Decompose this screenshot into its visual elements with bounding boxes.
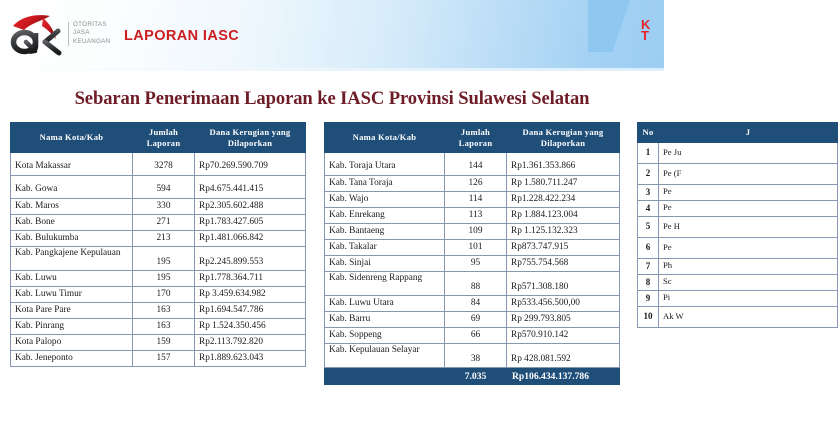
cell-count: 195	[133, 271, 195, 287]
cell-amount: Rp2.245.899.553	[195, 247, 306, 271]
col-header-amount-line1: Dana Kerugian yang	[209, 127, 291, 137]
col-header-count	[133, 123, 195, 153]
col-header-count-line1: Jumlah	[148, 127, 179, 137]
partner-logo-clipped	[604, 0, 664, 71]
cell-name: Kab. Jeneponto	[11, 351, 133, 367]
table-row	[325, 224, 620, 240]
col-header-no: No	[638, 123, 659, 143]
cell-amount: Rp 299.793.805	[507, 312, 620, 328]
cell-count: 109	[445, 224, 507, 240]
table-row	[325, 208, 620, 224]
cell-jenis: Ph	[659, 258, 838, 274]
cell-jenis: Pe H	[659, 216, 838, 237]
total-count: 7.035	[445, 368, 507, 385]
cell-count: 163	[133, 303, 195, 319]
col-header-amount-line2: Dilaporkan	[227, 137, 273, 148]
cell-name: Kab. Sidenreng Rappang	[325, 272, 445, 296]
col-header-amount-line1: Dana Kerugian yang	[522, 127, 604, 137]
table-row	[325, 153, 620, 176]
cell-name: Kab. Luwu Timur	[11, 287, 133, 303]
col-header-count	[445, 123, 507, 153]
table-row	[638, 290, 838, 306]
table-row	[325, 192, 620, 208]
cell-count: 88	[445, 272, 507, 296]
table-row	[11, 287, 306, 303]
cell-name: Kab. Pinrang	[11, 319, 133, 335]
cell-name: Kab. Bulukumba	[11, 231, 133, 247]
total-label	[325, 368, 445, 385]
cell-amount: Rp 1.884.123.004	[507, 208, 620, 224]
cell-name: Kab. Toraja Utara	[325, 153, 445, 176]
cell-name: Kab. Tana Toraja	[325, 176, 445, 192]
cell-jenis: Sc	[659, 274, 838, 290]
cell-name: Kota Palopo	[11, 335, 133, 351]
table-row	[11, 247, 306, 271]
table-right	[324, 122, 620, 385]
table-row	[638, 184, 838, 200]
report-label: LAPORAN IASC	[124, 28, 240, 44]
cell-no: 6	[638, 237, 659, 258]
table-row	[638, 237, 838, 258]
cell-no: 5	[638, 216, 659, 237]
ojk-logo-mark	[11, 13, 65, 55]
cell-count: 126	[445, 176, 507, 192]
cell-no: 1	[638, 142, 659, 163]
table-header-row	[325, 123, 620, 153]
table-header-row	[11, 123, 306, 153]
table-row	[11, 271, 306, 287]
cell-no: 8	[638, 274, 659, 290]
total-amount: Rp106.434.137.786	[507, 368, 620, 385]
cell-no: 4	[638, 200, 659, 216]
cell-count: 84	[445, 296, 507, 312]
table-row	[638, 142, 838, 163]
table-row	[325, 344, 620, 368]
logo-divider	[68, 22, 69, 46]
cell-amount: Rp1.778.364.711	[195, 271, 306, 287]
cell-name: Kota Pare Pare	[11, 303, 133, 319]
cell-count: 69	[445, 312, 507, 328]
col-header-name: Nama Kota/Kab	[325, 123, 445, 153]
cell-name: Kab. Maros	[11, 199, 133, 215]
col-header-amount	[507, 123, 620, 153]
cell-name: Kab. Kepulauan Selayar	[325, 344, 445, 368]
cell-amount: Rp755.754.568	[507, 256, 620, 272]
cell-amount: Rp1.783.427.605	[195, 215, 306, 231]
table-third-clipped	[637, 122, 837, 328]
table-total-row	[325, 368, 620, 385]
table-row	[638, 216, 838, 237]
cell-count: 330	[133, 199, 195, 215]
table-row	[638, 200, 838, 216]
partner-logo-shape	[588, 0, 630, 52]
table-row	[638, 274, 838, 290]
cell-name: Kab. Luwu Utara	[325, 296, 445, 312]
logo-word-line-3: KEUANGAN	[73, 37, 111, 45]
logo-word-line-2: JASA	[73, 29, 90, 37]
cell-no: 9	[638, 290, 659, 306]
cell-no: 3	[638, 184, 659, 200]
cell-name: Kab. Enrekang	[325, 208, 445, 224]
col-header-count-line2: Laporan	[458, 137, 493, 148]
cell-count: 144	[445, 153, 507, 176]
cell-amount: Rp 1.125.132.323	[507, 224, 620, 240]
cell-name: Kab. Barru	[325, 312, 445, 328]
logo-word-line-1: OTORITAS	[73, 21, 107, 28]
table-row	[11, 176, 306, 199]
table-row	[11, 199, 306, 215]
cell-jenis: Pe	[659, 200, 838, 216]
cell-no: 7	[638, 258, 659, 274]
table-row	[11, 335, 306, 351]
table-row	[11, 215, 306, 231]
cell-amount: Rp570.910.142	[507, 328, 620, 344]
cell-name: Kab. Pangkajene Kepulauan	[11, 247, 133, 271]
cell-count: 38	[445, 344, 507, 368]
table-row	[638, 163, 838, 184]
cell-count: 114	[445, 192, 507, 208]
cell-jenis: Pe	[659, 237, 838, 258]
cell-amount: Rp 428.081.592	[507, 344, 620, 368]
partner-logo-text	[641, 19, 650, 41]
cell-amount: Rp1.889.623.043	[195, 351, 306, 367]
page-title: Sebaran Penerimaan Laporan ke IASC Provinsi Sulawesi Selatan	[74, 88, 590, 109]
col-header-name: Nama Kota/Kab	[11, 123, 133, 153]
cell-amount: Rp2.113.792.820	[195, 335, 306, 351]
col-header-count-line1: Jumlah	[460, 127, 491, 137]
table-left	[10, 122, 306, 367]
table-row	[325, 176, 620, 192]
table-row	[325, 272, 620, 296]
cell-amount: Rp1.361.353.866	[507, 153, 620, 176]
cell-amount: Rp873.747.915	[507, 240, 620, 256]
cell-count: 3278	[133, 153, 195, 176]
cell-name: Kab. Takalar	[325, 240, 445, 256]
cell-count: 163	[133, 319, 195, 335]
cell-count: 101	[445, 240, 507, 256]
cell-no: 2	[638, 163, 659, 184]
cell-amount: Rp70.269.590.709	[195, 153, 306, 176]
cell-name: Kab. Bone	[11, 215, 133, 231]
col-header-count-line2: Laporan	[146, 137, 181, 148]
table-row	[325, 296, 620, 312]
cell-name: Kota Makassar	[11, 153, 133, 176]
cell-name: Kab. Soppeng	[325, 328, 445, 344]
table-third	[637, 122, 838, 328]
cell-name: Kab. Gowa	[11, 176, 133, 199]
cell-count: 159	[133, 335, 195, 351]
ojk-logo	[11, 13, 111, 55]
table-row	[325, 256, 620, 272]
cell-amount: Rp2.305.602.488	[195, 199, 306, 215]
cell-name: Kab. Luwu	[11, 271, 133, 287]
cell-amount: Rp 1.580.711.247	[507, 176, 620, 192]
col-header-jenis: J	[659, 123, 838, 143]
table-row	[325, 328, 620, 344]
cell-jenis: Pi	[659, 290, 838, 306]
page-header	[0, 0, 664, 71]
table-row	[325, 312, 620, 328]
cell-count: 213	[133, 231, 195, 247]
cell-amount: Rp1.481.066.842	[195, 231, 306, 247]
cell-name: Kab. Bantaeng	[325, 224, 445, 240]
cell-no: 10	[638, 306, 659, 327]
table-row	[325, 240, 620, 256]
cell-count: 170	[133, 287, 195, 303]
partner-logo-line-1: K	[641, 17, 651, 32]
cell-amount: Rp4.675.441.415	[195, 176, 306, 199]
cell-amount: Rp571.308.180	[507, 272, 620, 296]
cell-count: 195	[133, 247, 195, 271]
table-row	[11, 153, 306, 176]
cell-count: 271	[133, 215, 195, 231]
cell-jenis: Ak W	[659, 306, 838, 327]
cell-jenis: Pe (F	[659, 163, 838, 184]
table-row	[11, 303, 306, 319]
table-row	[638, 306, 838, 327]
cell-jenis: Pe	[659, 184, 838, 200]
cell-count: 113	[445, 208, 507, 224]
cell-count: 66	[445, 328, 507, 344]
partner-logo-line-2: T	[641, 28, 649, 43]
col-header-amount-line2: Dilaporkan	[540, 137, 586, 148]
col-header-amount	[195, 123, 306, 153]
cell-amount: Rp533.456.500,00	[507, 296, 620, 312]
logo-wordmark	[73, 21, 111, 46]
cell-count: 157	[133, 351, 195, 367]
table-row	[11, 319, 306, 335]
table-row	[11, 231, 306, 247]
cell-amount: Rp 1.524.350.456	[195, 319, 306, 335]
cell-count: 594	[133, 176, 195, 199]
table-row	[11, 351, 306, 367]
cell-amount: Rp1.228.422.234	[507, 192, 620, 208]
table-header-row	[638, 123, 838, 143]
cell-name: Kab. Sinjai	[325, 256, 445, 272]
cell-name: Kab. Wajo	[325, 192, 445, 208]
cell-jenis: Pe Ju	[659, 142, 838, 163]
cell-amount: Rp1.694.547.786	[195, 303, 306, 319]
cell-amount: Rp 3.459.634.982	[195, 287, 306, 303]
cell-count: 95	[445, 256, 507, 272]
table-row	[638, 258, 838, 274]
